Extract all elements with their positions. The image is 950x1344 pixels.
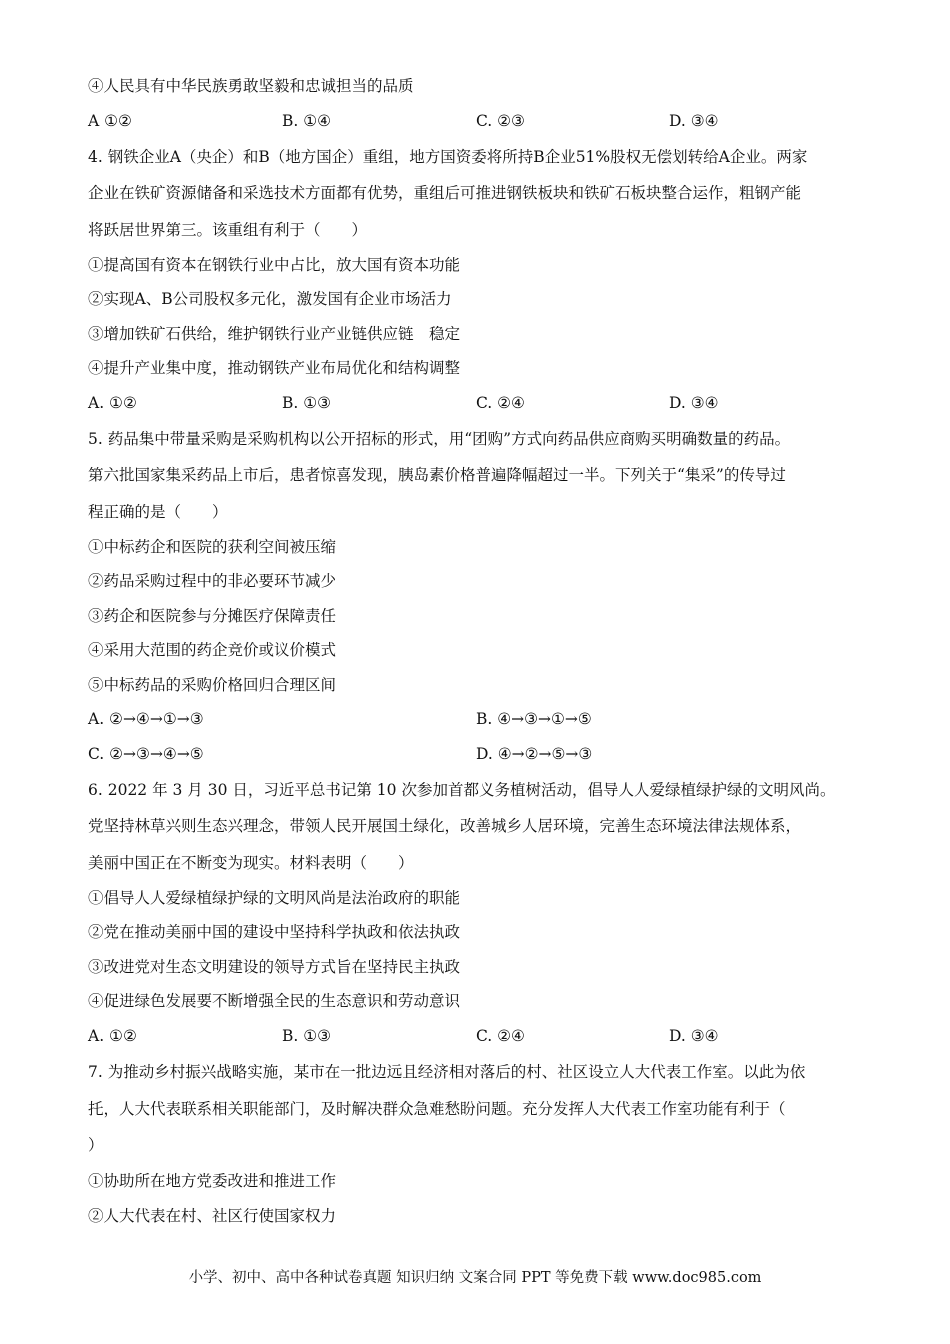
q6-item: ④促进绿色发展要不断增强全民的生态意识和劳动意识	[88, 992, 461, 1010]
q5-item: ②药品采购过程中的非必要环节减少	[88, 572, 337, 590]
q4-item: ①提高国有资本在钢铁行业中占比，放大国有资本功能	[88, 256, 461, 274]
q6-stem-line: 党坚持林草兴则生态兴理念，带领人民开展国土绿化，改善城乡人居环境，完善生态环境法律法规体系，	[88, 817, 802, 835]
q5-option-b: B. ④→③→①→⑤	[476, 710, 592, 728]
q3-option-b: B. ①④	[282, 112, 332, 130]
q5-option-a: A. ②→④→①→③	[88, 710, 204, 728]
q6-option-d: D. ③④	[669, 1027, 719, 1045]
q3-option-c: C. ②③	[476, 112, 525, 130]
q5-item: ③药企和医院参与分摊医疗保障责任	[88, 607, 337, 625]
q5-stem-line: 程正确的是（ ）	[88, 503, 228, 521]
q6-option-c: C. ②④	[476, 1027, 525, 1045]
q4-item: ④提升产业集中度，推动钢铁产业布局优化和结构调整	[88, 359, 461, 377]
q5-item: ①中标药企和医院的获利空间被压缩	[88, 538, 337, 556]
q7-item: ①协助所在地方党委改进和推进工作	[88, 1172, 337, 1190]
q6-stem-line: 6. 2022 年 3 月 30 日，习近平总书记第 10 次参加首都义务植树活动，倡导人人爱绿植绿护绿的文明风尚。	[88, 781, 836, 799]
page-footer: 小学、初中、高中各种试卷真题 知识归纳 文案合同 PPT 等免费下载 www.doc985.com	[188, 1270, 762, 1286]
q4-item: ②实现A、B公司股权多元化，激发国有企业市场活力	[88, 290, 452, 308]
q5-option-c: C. ②→③→④→⑤	[88, 745, 204, 763]
q4-option-d: D. ③④	[669, 394, 719, 412]
q4-stem-line: 企业在铁矿资源储备和采选技术方面都有优势，重组后可推进钢铁板块和铁矿石板块整合运作，粗钢产能	[88, 184, 802, 202]
q3-option-d: D. ③④	[669, 112, 719, 130]
q7-stem-line: 托，人大代表联系相关职能部门，及时解决群众急难愁盼问题。充分发挥人大代表工作室功能有利于（	[88, 1100, 786, 1118]
q7-item: ②人大代表在村、社区行使国家权力	[88, 1207, 337, 1225]
q4-option-c: C. ②④	[476, 394, 525, 412]
q3-item-4: ④人民具有中华民族勇敢坚毅和忠诚担当的品质	[88, 77, 414, 95]
q4-stem-line: 4. 钢铁企业A（央企）和B（地方国企）重组，地方国资委将所持B企业51%股权无偿划转给A企业。两家	[88, 148, 808, 166]
q4-option-b: B. ①③	[282, 394, 332, 412]
q6-option-a: A. ①②	[88, 1027, 137, 1045]
q3-option-a: A ①②	[88, 112, 132, 130]
q5-item: ④采用大范围的药企竞价或议价模式	[88, 641, 337, 659]
q5-stem-line: 第六批国家集采药品上市后，患者惊喜发现，胰岛素价格普遍降幅超过一半。下列关于“集采”的传导过	[88, 466, 786, 484]
q4-item: ③增加铁矿石供给，维护钢铁行业产业链供应链 稳定	[88, 325, 461, 343]
q7-stem-line: 7. 为推动乡村振兴战略实施，某市在一批边远且经济相对落后的村、社区设立人大代表工作室。以此为依	[88, 1063, 806, 1081]
q6-item: ①倡导人人爱绿植绿护绿的文明风尚是法治政府的职能	[88, 889, 461, 907]
q5-option-d: D. ④→②→⑤→③	[476, 745, 593, 763]
q7-stem-line: ）	[88, 1136, 104, 1154]
q4-option-a: A. ①②	[88, 394, 137, 412]
q5-item: ⑤中标药品的采购价格回归合理区间	[88, 676, 337, 694]
q5-stem-line: 5. 药品集中带量采购是采购机构以公开招标的形式，用“团购”方式向药品供应商购买明确数量的药品。	[88, 430, 791, 448]
q6-item: ②党在推动美丽中国的建设中坚持科学执政和依法执政	[88, 923, 461, 941]
q6-option-b: B. ①③	[282, 1027, 332, 1045]
q6-item: ③改进党对生态文明建设的领导方式旨在坚持民主执政	[88, 958, 461, 976]
q6-stem-line: 美丽中国正在不断变为现实。材料表明（ ）	[88, 854, 414, 872]
q4-stem-line: 将跃居世界第三。该重组有利于（ ）	[88, 221, 368, 239]
